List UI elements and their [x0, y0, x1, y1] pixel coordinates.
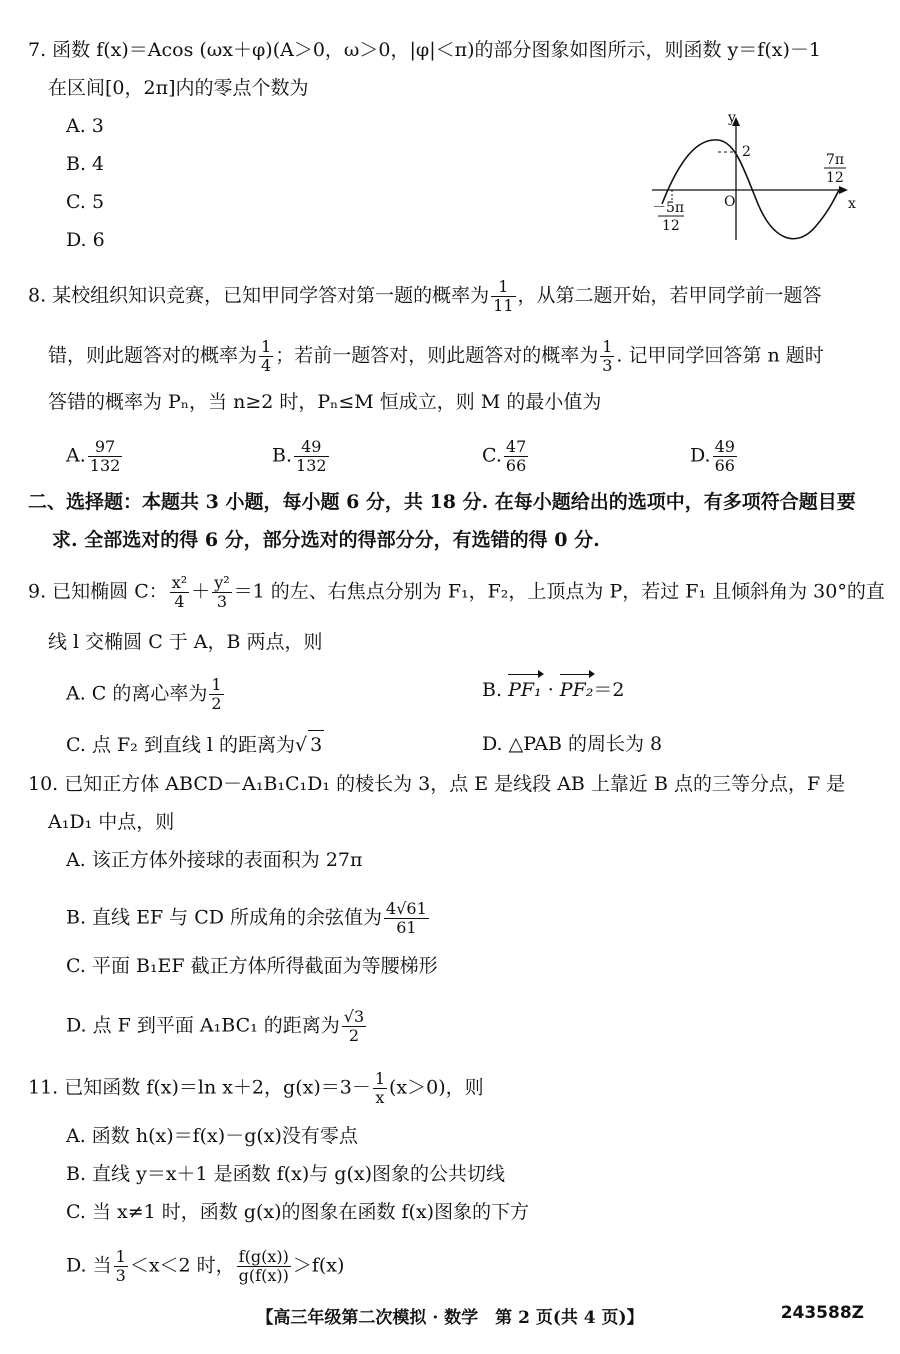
- dot-operator: ·: [541, 679, 560, 701]
- fraction-numerator: √3: [343, 1007, 365, 1026]
- option-text: D. 当: [66, 1254, 112, 1277]
- q8-fraction-2: [259, 338, 273, 375]
- q8-text: 8. 某校组织知识竞赛，已知甲同学答对第一题的概率为: [28, 284, 490, 307]
- fraction-denominator: 132: [296, 456, 327, 475]
- q10-option-d: [66, 1008, 368, 1045]
- option-text: D. 点 F 到平面 A₁BC₁ 的距离为: [66, 1014, 340, 1037]
- q8-line3: 答错的概率为 Pₙ，当 n≥2 时，Pₙ≤M 恒成立，则 M 的最小值为: [48, 391, 602, 413]
- fraction-numerator: 49: [714, 437, 735, 456]
- fraction-numerator: y²: [214, 573, 230, 592]
- q10-line2: A₁D₁ 中点，则: [48, 811, 175, 833]
- fraction-denominator: 61: [396, 918, 417, 937]
- fraction-numerator: 4√61: [386, 899, 427, 918]
- q10-line1: 10. 已知正方体 ABCD－A₁B₁C₁D₁ 的棱长为 3，点 E 是线段 AB 上靠近 B 点的三等分点，F 是: [28, 773, 846, 795]
- q10-option-c: C. 平面 B₁EF 截正方体所得截面为等腰梯形: [66, 955, 438, 977]
- q8-line1: [28, 278, 822, 315]
- y-axis-label: y: [728, 110, 736, 126]
- fraction-denominator: 4: [174, 592, 185, 611]
- q8-option-d: [690, 438, 739, 475]
- q9-option-a: [66, 676, 226, 713]
- option-label: C.: [482, 444, 502, 467]
- option-fraction-1: [114, 1248, 128, 1285]
- fraction-denominator: g(f(x)): [238, 1266, 289, 1285]
- option-fraction: [504, 438, 528, 475]
- origin-label: O: [724, 194, 736, 210]
- q11-text: (x＞0)，则: [389, 1076, 484, 1099]
- section2-heading-line2: 求. 全部选对的得 6 分，部分选对的得部分分，有选错的得 0 分.: [52, 529, 600, 551]
- fraction-numerator: 1: [211, 675, 222, 694]
- fraction-numerator: 1: [261, 337, 272, 356]
- q11-option-d: [66, 1248, 344, 1285]
- q8-fraction-1: [491, 278, 515, 315]
- fraction-numerator: 97: [88, 438, 123, 457]
- q9-line2: 线 l 交椭圆 C 于 A，B 两点，则: [48, 631, 323, 653]
- q9-line1: [28, 574, 885, 611]
- q8-text: ；若前一题答对，则此题答对的概率为: [275, 344, 599, 367]
- q10-option-a: A. 该正方体外接球的表面积为 27π: [66, 849, 363, 871]
- q8-text: 错，则此题答对的概率为: [48, 344, 258, 367]
- right-zero-numerator: 7π: [826, 152, 845, 168]
- option-fraction: [209, 676, 223, 713]
- plus-sign: ＋: [191, 580, 211, 603]
- q7-line2: 在区间[0，2π]内的零点个数为: [48, 77, 309, 99]
- q11-text: 11. 已知函数 f(x)＝ln x＋2，g(x)＝3－: [28, 1076, 371, 1099]
- sqrt-radicand: 3: [308, 730, 324, 759]
- vector-pf1: PF₁: [508, 676, 542, 704]
- fraction-numerator: 1: [491, 278, 515, 297]
- fraction-denominator: 3: [602, 356, 613, 375]
- q7-option-a: A. 3: [66, 115, 104, 137]
- section2-heading-line1: 二、选择题：本题共 3 小题，每小题 6 分，共 18 分. 在每小题给出的选项中，有多项符合题目要: [28, 491, 856, 513]
- option-fraction: [384, 900, 429, 937]
- q7-option-d: D. 6: [66, 229, 105, 251]
- fraction-numerator: 1: [602, 337, 613, 356]
- paper-code: 243588Z: [780, 1303, 864, 1323]
- fraction-denominator: 4: [261, 356, 272, 375]
- q11-fraction: [373, 1070, 387, 1107]
- q7-line1: 7. 函数 f(x)＝Acos (ωx＋φ)(A＞0，ω＞0，|φ|＜π)的部分图象如图所示，则函数 y＝f(x)－1: [28, 39, 821, 61]
- q8-option-a: [66, 438, 124, 475]
- left-zero-numerator: －5π: [652, 200, 685, 216]
- option-label: B.: [272, 444, 293, 467]
- x-axis-arrow: [839, 186, 848, 194]
- q10-option-b: [66, 900, 431, 937]
- cosine-curve: [662, 140, 840, 239]
- q8-text: . 记甲同学回答第 n 题时: [616, 344, 824, 367]
- option-text: B. 直线 EF 与 CD 所成角的余弦值为: [66, 906, 383, 929]
- q8-option-b: [272, 438, 331, 475]
- cosine-graph: [648, 108, 868, 256]
- q9-text: ＝1 的左、右焦点分别为 F₁，F₂，上顶点为 P，若过 F₁ 且倾斜角为 30°的直: [233, 580, 885, 603]
- page-footer: 【高三年级第二次模拟 · 数学 第 2 页(共 4 页)】: [256, 1308, 644, 1328]
- option-text: ＞f(x): [292, 1254, 345, 1277]
- x-axis-label: x: [848, 196, 856, 212]
- fraction-numerator: x²: [171, 573, 188, 592]
- q9-text: 9. 已知椭圆 C：: [28, 580, 168, 603]
- fraction-denominator: 2: [348, 1026, 360, 1045]
- option-label: A.: [66, 444, 86, 467]
- option-fraction: [294, 438, 329, 475]
- option-fraction: [88, 438, 123, 475]
- q9-option-c: [66, 730, 324, 759]
- fraction-numerator: 49: [294, 438, 329, 457]
- q11-option-b: B. 直线 y＝x＋1 是函数 f(x)与 g(x)图象的公共切线: [66, 1163, 506, 1185]
- option-label: D.: [690, 444, 711, 467]
- q11-option-c: C. 当 x≠1 时，函数 g(x)的图象在函数 f(x)图象的下方: [66, 1201, 530, 1223]
- fraction-numerator: f(g(x)): [238, 1247, 289, 1266]
- fraction-numerator: 47: [505, 437, 527, 456]
- q8-line2: [48, 338, 824, 375]
- fraction-denominator: 2: [211, 694, 222, 713]
- q9-fraction-y: [212, 574, 231, 611]
- fraction-denominator: 3: [216, 592, 228, 611]
- fraction-denominator: 132: [89, 456, 121, 475]
- left-zero-denominator: 12: [662, 218, 680, 234]
- right-zero-denominator: 12: [826, 170, 844, 186]
- q8-fraction-3: [600, 338, 614, 375]
- fraction-denominator: 66: [714, 456, 735, 475]
- option-label: B.: [482, 679, 503, 701]
- fraction-denominator: 3: [115, 1266, 126, 1285]
- q11-line1: [28, 1070, 484, 1107]
- fraction-numerator: 1: [374, 1069, 386, 1088]
- q8-option-c: [482, 438, 530, 475]
- option-text: ＜x＜2 时，: [129, 1254, 235, 1277]
- q9-option-d: D. △PAB 的周长为 8: [482, 733, 663, 755]
- fraction-denominator: 11: [493, 296, 514, 315]
- option-fraction: [342, 1008, 366, 1045]
- fraction-numerator: 1: [115, 1247, 126, 1266]
- peak-value-label: 2: [742, 144, 751, 160]
- q9-option-b: [482, 676, 624, 704]
- q7-option-b: B. 4: [66, 153, 105, 175]
- option-text: A. C 的离心率为: [66, 682, 208, 705]
- fraction-denominator: 66: [505, 456, 527, 475]
- option-fraction-2: [237, 1248, 291, 1285]
- fraction-denominator: x: [375, 1088, 385, 1107]
- option-fraction: [713, 438, 737, 475]
- vector-pf2: PF₂: [560, 676, 594, 704]
- option-text: C. 点 F₂ 到直线 l 的距离为√: [66, 734, 308, 756]
- q9-fraction-x: [170, 574, 189, 611]
- option-text: ＝2: [593, 679, 625, 701]
- q7-option-c: C. 5: [66, 191, 105, 213]
- q11-option-a: A. 函数 h(x)＝f(x)－g(x)没有零点: [66, 1125, 358, 1147]
- q8-text: ，从第二题开始，若甲同学前一题答: [517, 284, 822, 307]
